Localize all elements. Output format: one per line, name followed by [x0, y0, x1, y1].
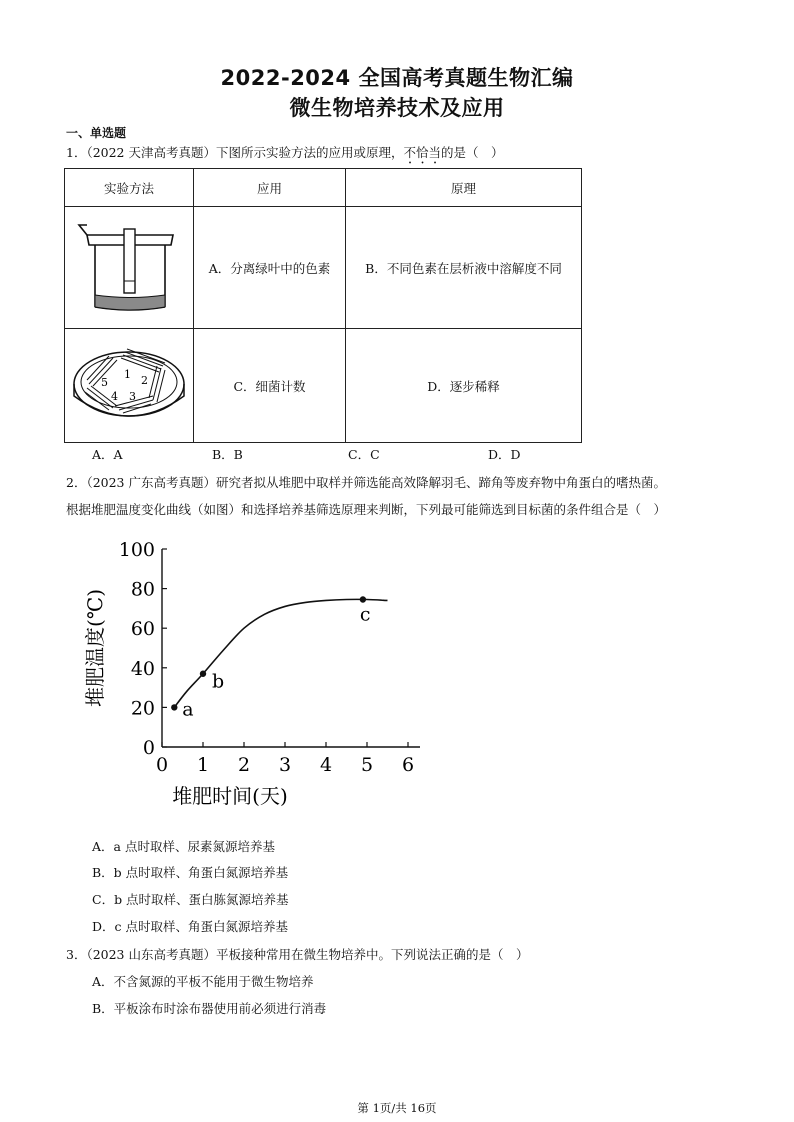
q1-option-d[interactable]: D．D: [488, 447, 521, 462]
point-b-label: b: [212, 670, 225, 693]
q1-header-method: 实验方法: [65, 169, 194, 207]
q1-table-row: [65, 207, 582, 329]
point-c-marker: [360, 596, 366, 602]
y-tick-label: 40: [130, 657, 155, 680]
q1-method-cell-2: [65, 329, 194, 443]
page-footer: 第 1页/共 16页: [357, 1101, 437, 1115]
chromatography-beaker-icon: [73, 217, 185, 315]
q2-option-a[interactable]: A．a 点时取样、尿素氮源培养基: [92, 839, 275, 854]
q1-principle-d: D．逐步稀释: [346, 329, 582, 443]
plate-label-2: 2: [141, 374, 148, 387]
x-tick-label: 5: [360, 754, 374, 776]
q1-application-c: C．细菌计数: [194, 329, 346, 443]
x-tick-label: 4: [319, 754, 333, 776]
q1-method-cell-1: [65, 207, 194, 329]
q1-application-a: A．分离绿叶中的色素: [194, 207, 346, 329]
x-tick-label: 3: [278, 754, 292, 776]
q1-stem-emphasis: 不恰当: [403, 145, 442, 160]
chart-y-axis-label: 堆肥温度(℃): [83, 589, 107, 707]
q1-stem-prefix: 1．（2022 天津高考真题）下图所示实验方法的应用或原理，: [66, 145, 404, 160]
q1-stem: [66, 143, 504, 167]
plate-label-1: 1: [124, 368, 131, 381]
y-tick-label: 0: [142, 737, 155, 759]
q1-option-b[interactable]: B．B: [212, 447, 243, 462]
q1-stem-suffix: 的是（ ）: [441, 145, 504, 160]
streak-plate-icon: [69, 336, 189, 432]
q1-table-header-row: [65, 169, 582, 207]
y-tick-label: 100: [118, 539, 155, 561]
point-a-label: a: [182, 698, 194, 721]
y-tick-label: 80: [130, 578, 155, 601]
temperature-curve: [174, 599, 387, 707]
compost-temperature-chart: [70, 530, 430, 815]
q1-table: [64, 168, 582, 443]
point-a-marker: [171, 704, 177, 710]
x-tick-label: 6: [401, 754, 415, 776]
point-c-label: c: [359, 603, 371, 626]
plate-label-4: 4: [111, 390, 118, 403]
q1-header-principle: 原理: [346, 169, 582, 207]
doc-title-line2: 微生物培养技术及应用: [289, 96, 505, 120]
q3-stem: 3．（2023 山东高考真题）平板接种常用在微生物培养中。下列说法正确的是（ ）: [66, 947, 529, 962]
x-tick-label: 1: [196, 754, 210, 776]
q3-option-a[interactable]: A．不含氮源的平板不能用于微生物培养: [92, 974, 314, 989]
y-tick-label: 60: [130, 618, 155, 641]
section-label: 一、单选题: [66, 126, 127, 140]
doc-title-line1: 2022-2024 全国高考真题生物汇编: [220, 66, 574, 90]
q2-option-b[interactable]: B．b 点时取样、角蛋白氮源培养基: [92, 865, 289, 880]
q1-table-row: [65, 329, 582, 443]
x-tick-label: 2: [237, 754, 251, 776]
plate-label-3: 3: [129, 390, 136, 403]
q3-option-b[interactable]: B．平板涂布时涂布器使用前必须进行消毒: [92, 1001, 327, 1016]
q1-header-application: 应用: [194, 169, 346, 207]
q2-option-c[interactable]: C．b 点时取样、蛋白胨氮源培养基: [92, 892, 289, 907]
y-tick-label: 20: [130, 697, 155, 720]
point-b-marker: [200, 671, 206, 677]
chart-x-axis-label: 堆肥时间(天): [172, 784, 288, 808]
q1-option-a[interactable]: A．A: [92, 447, 123, 462]
q1-principle-b: B．不同色素在层析液中溶解度不同: [346, 207, 582, 329]
q1-option-c[interactable]: C．C: [348, 447, 380, 462]
q2-stem-line1: 2．（2023 广东高考真题）研究者拟从堆肥中取样并筛选能高效降解羽毛、蹄角等废弃物中角蛋白的嗜热菌。: [66, 475, 666, 490]
x-tick-label: 0: [155, 754, 169, 776]
q2-option-d[interactable]: D．c 点时取样、角蛋白氮源培养基: [92, 919, 288, 934]
q2-stem-line2: 根据堆肥温度变化曲线（如图）和选择培养基筛选原理来判断，下列最可能筛选到目标菌的条件组合是（ ）: [66, 502, 667, 517]
plate-label-5: 5: [101, 376, 108, 389]
